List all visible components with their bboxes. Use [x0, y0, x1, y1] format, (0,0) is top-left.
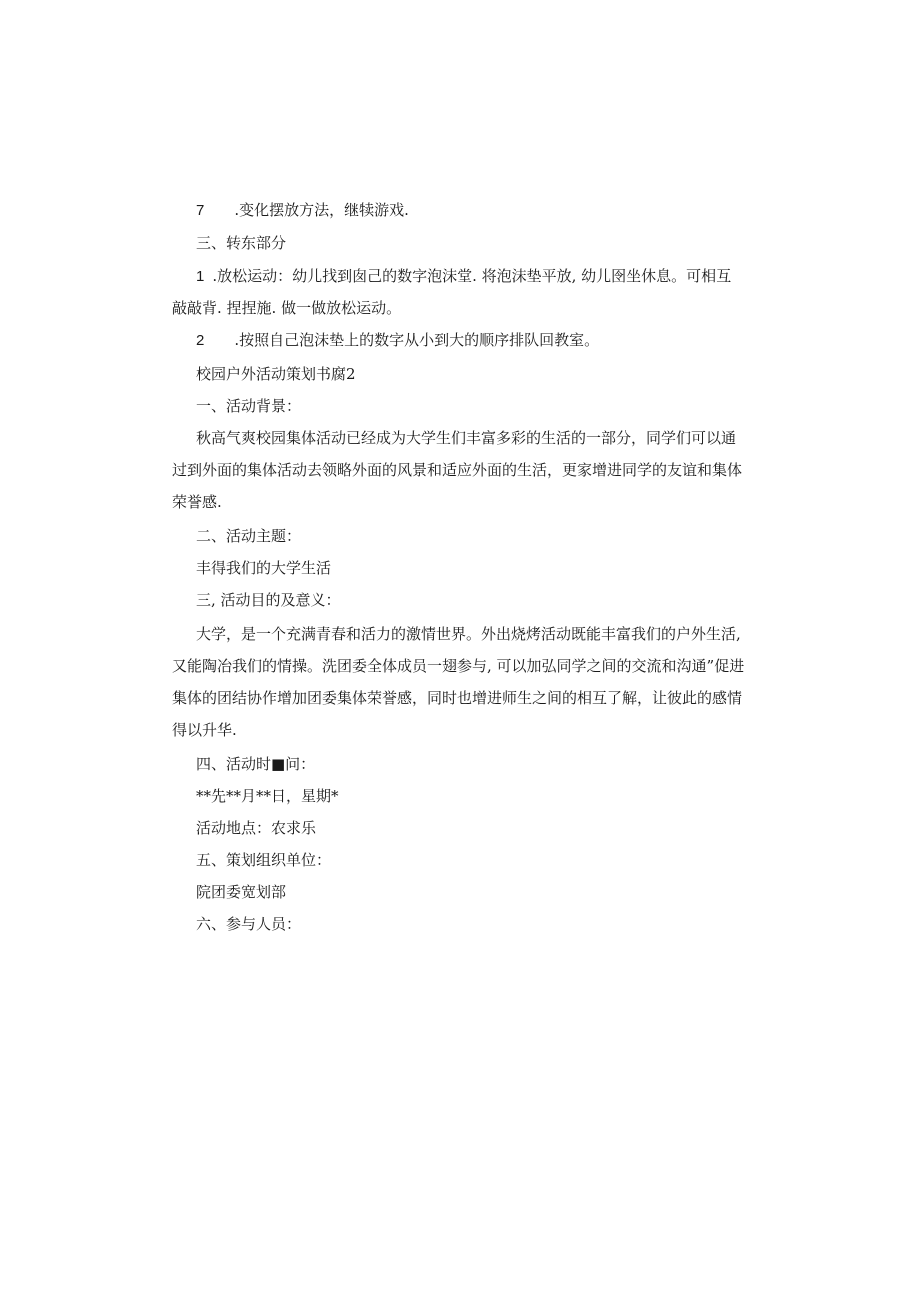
document-subtitle: 校园户外活动策划书腐2 [196, 365, 356, 383]
background-paragraph [172, 422, 760, 518]
paragraph-line: 大学，是一个充满青春和活力的激情世界。外出烧烤活动既能丰富我们的户外生活, [196, 625, 741, 643]
item-number: 2 [196, 332, 205, 349]
theme-text: 丰得我们的大学生活 [196, 559, 332, 577]
location-text: 活动地点：农求乐 [196, 819, 317, 837]
list-item-2 [196, 330, 599, 351]
list-item-1-continuation: 敲敲背. 捏捏施. 做一做放松运动。 [172, 299, 402, 317]
paragraph-line: 得以升华. [172, 721, 237, 739]
paragraph-line: 过到外面的集体活动去领略外面的风景和适应外面的生活，更家增进同学的友谊和集体 [172, 461, 743, 479]
organizer-text: 院团委宽划部 [196, 883, 287, 901]
item-text: .变化摆放方法，继犊游戏. [234, 201, 409, 219]
section-heading: 三、转东部分 [196, 234, 287, 252]
paragraph-line: 集体的团结协作增加团委集体荣誉感，同时也增进师生之间的相互了解，让彼此的感情 [172, 689, 743, 707]
heading-purpose: 三, 活动目的及意义： [196, 591, 341, 609]
item-number: 7 [196, 202, 205, 219]
purpose-paragraph [172, 618, 760, 746]
item-number: 1 [196, 268, 205, 285]
heading-participants: 六、参与人员： [196, 915, 302, 933]
heading-time: 四、活动时■问： [196, 755, 316, 773]
paragraph-line: 秋高气爽校园集体活动已经成为大学生们丰富多彩的生活的一部分，同学们可以通 [196, 429, 737, 447]
paragraph-line: 又能陶冶我们的情操。洗团委全体成员一翅参与, 可以加弘同学之间的交流和沟通”促进 [172, 657, 745, 675]
heading-organizer: 五、策划组织单位： [196, 851, 332, 869]
item-text: .放松运动：幼儿找到囱己的数字泡沫堂. 将泡沫垫平放, 幼儿囹坐休息。可相互 [212, 267, 732, 285]
item-text: .按照自己泡沫垫上的数字从小到大的顺序排队回教室。 [234, 331, 600, 349]
heading-background: 一、活动背景： [196, 397, 302, 415]
date-text: **先**月**日，星期* [196, 787, 339, 805]
list-item-7 [196, 200, 409, 221]
list-item-1 [196, 266, 731, 287]
paragraph-line: 荣誉感. [172, 493, 222, 511]
heading-theme: 二、活动主题： [196, 527, 302, 545]
